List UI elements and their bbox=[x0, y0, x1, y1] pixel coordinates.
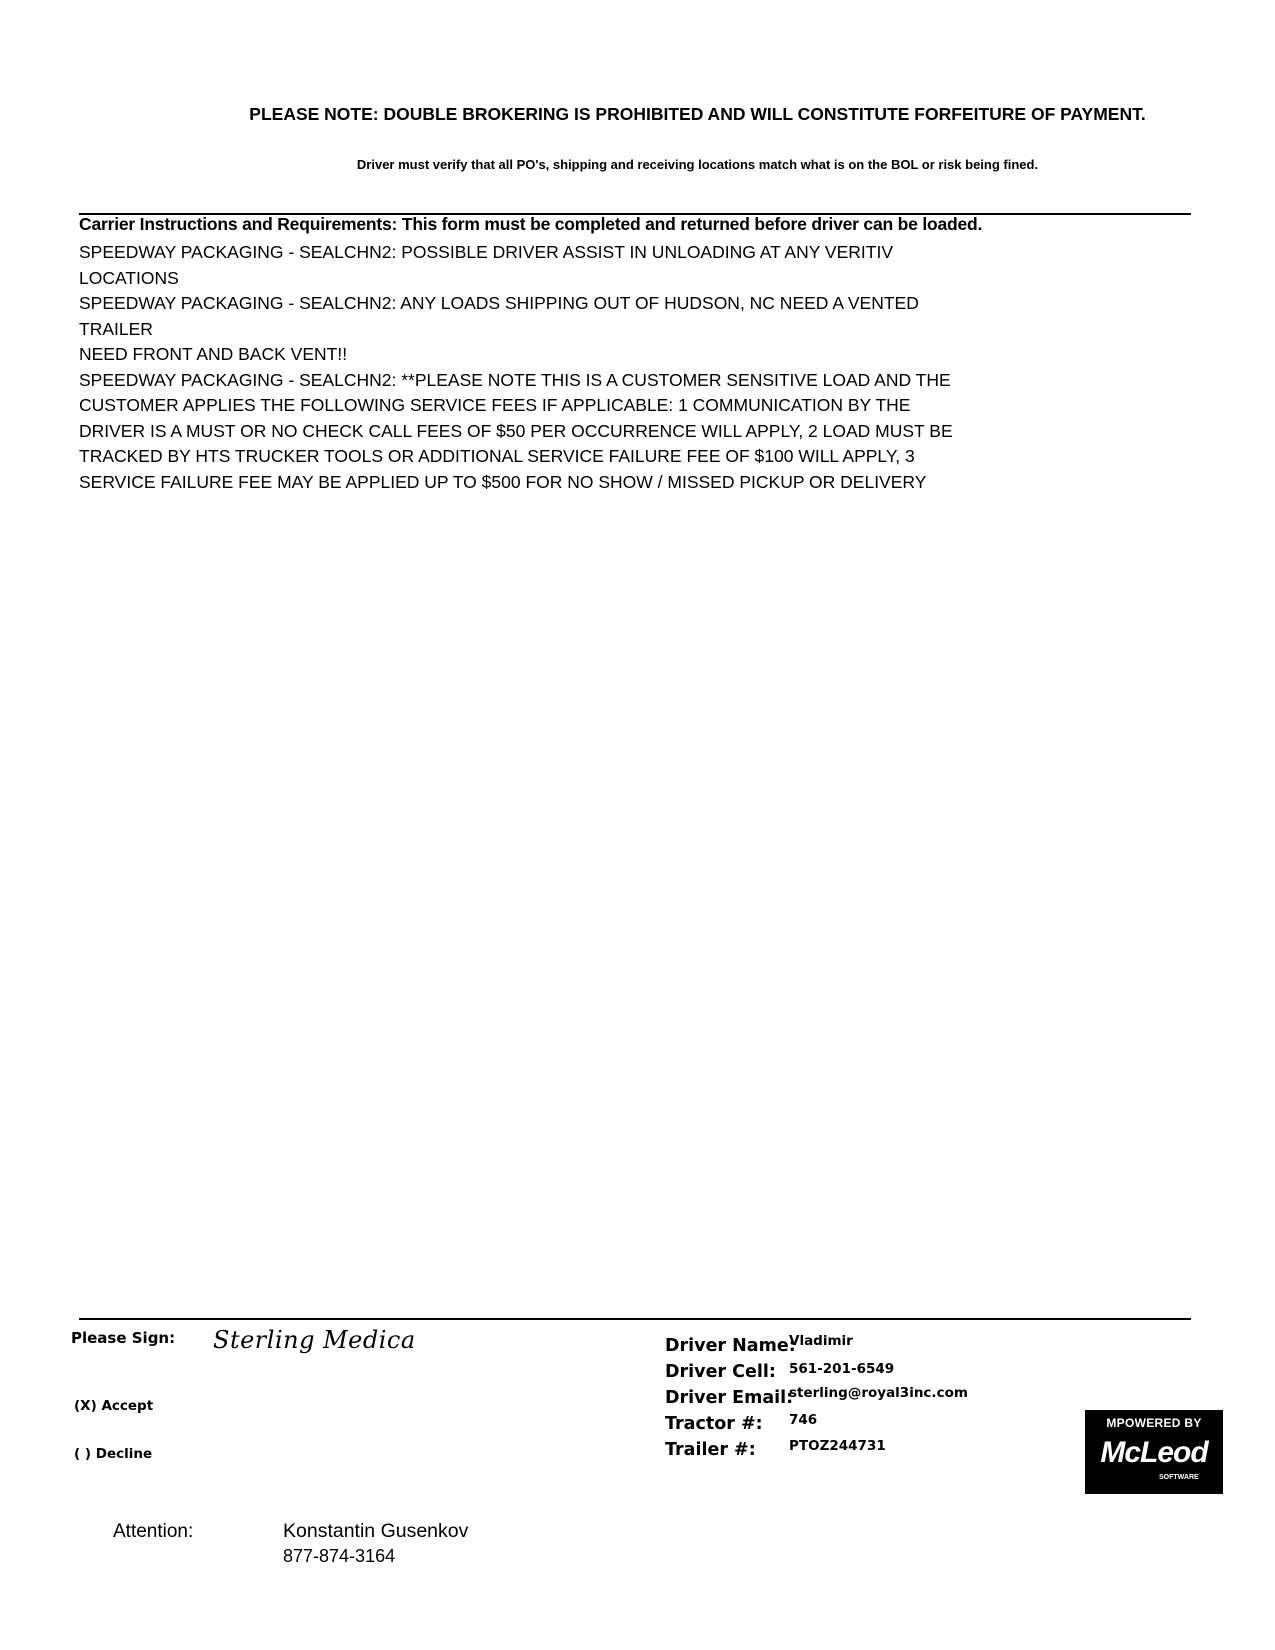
driver-name-value: Vladimir bbox=[789, 1333, 853, 1349]
driver-email-value: sterling@royal3inc.com bbox=[789, 1385, 968, 1401]
instruction-line: SPEEDWAY PACKAGING - SEALCHN2: ANY LOADS SHIPPING OUT OF HUDSON, NC NEED A VENTED bbox=[79, 293, 919, 313]
logo-wordmark: McLeod bbox=[1100, 1436, 1208, 1469]
instruction-line: SERVICE FAILURE FEE MAY BE APPLIED UP TO $500 FOR NO SHOW / MISSED PICKUP OR DELIVERY bbox=[79, 471, 927, 492]
please-sign-label: Please Sign: bbox=[71, 1329, 176, 1347]
instruction-line: TRACKED BY HTS TRUCKER TOOLS OR ADDITIONAL SERVICE FAILURE FEE OF $100 WILL APPLY, 3 bbox=[79, 446, 915, 466]
accept-option[interactable]: (X) Accept bbox=[74, 1398, 154, 1414]
bottom-divider bbox=[79, 1318, 1191, 1320]
trailer-value: PTOZ244731 bbox=[789, 1438, 886, 1454]
instruction-line: NEED FRONT AND BACK VENT!! bbox=[79, 344, 348, 364]
instruction-line: SPEEDWAY PACKAGING - SEALCHN2: POSSIBLE DRIVER ASSIST IN UNLOADING AT ANY VERITIV bbox=[79, 242, 893, 262]
instruction-line: DRIVER IS A MUST OR NO CHECK CALL FEES OF $50 PER OCCURRENCE WILL APPLY, 2 LOAD MUST BE bbox=[79, 420, 953, 441]
prohibition-notice: PLEASE NOTE: DOUBLE BROKERING IS PROHIBITED AND WILL CONSTITUTE FORFEITURE OF PAYMENT. bbox=[249, 104, 1146, 124]
instructions-body bbox=[79, 240, 1189, 495]
tractor-label: Tractor #: bbox=[665, 1414, 763, 1434]
contact-name: Konstantin Gusenkov bbox=[283, 1520, 469, 1542]
instruction-line: CUSTOMER APPLIES THE FOLLOWING SERVICE FEES IF APPLICABLE: 1 COMMUNICATION BY THE bbox=[79, 395, 911, 415]
driver-cell-label: Driver Cell: bbox=[665, 1362, 776, 1382]
instructions-heading: Carrier Instructions and Requirements: This form must be completed and returned before driver can be loaded. bbox=[79, 214, 983, 234]
driver-email-label: Driver Email: bbox=[665, 1388, 794, 1408]
trailer-label: Trailer #: bbox=[665, 1440, 756, 1460]
instruction-line: TRAILER bbox=[79, 318, 153, 339]
mcleod-logo bbox=[1085, 1410, 1223, 1494]
verification-note: Driver must verify that all PO's, shipping and receiving locations match what is on the BOL or risk being fined. bbox=[356, 157, 1039, 172]
logo-tagline: MPOWERED BY bbox=[1106, 1416, 1202, 1430]
decline-option[interactable]: ( ) Decline bbox=[74, 1446, 153, 1462]
driver-name-label: Driver Name: bbox=[665, 1336, 796, 1356]
driver-cell-value: 561-201-6549 bbox=[789, 1361, 895, 1377]
tractor-value: 746 bbox=[789, 1412, 818, 1428]
logo-subtext: SOFTWARE bbox=[1159, 1474, 1199, 1481]
signature-field[interactable]: Sterling Medica bbox=[213, 1326, 416, 1354]
instruction-line: LOCATIONS bbox=[79, 267, 179, 288]
contact-phone: 877-874-3164 bbox=[283, 1546, 396, 1566]
attention-label: Attention: bbox=[113, 1521, 194, 1542]
instruction-line: SPEEDWAY PACKAGING - SEALCHN2: **PLEASE NOTE THIS IS A CUSTOMER SENSITIVE LOAD AND THE bbox=[79, 369, 951, 390]
